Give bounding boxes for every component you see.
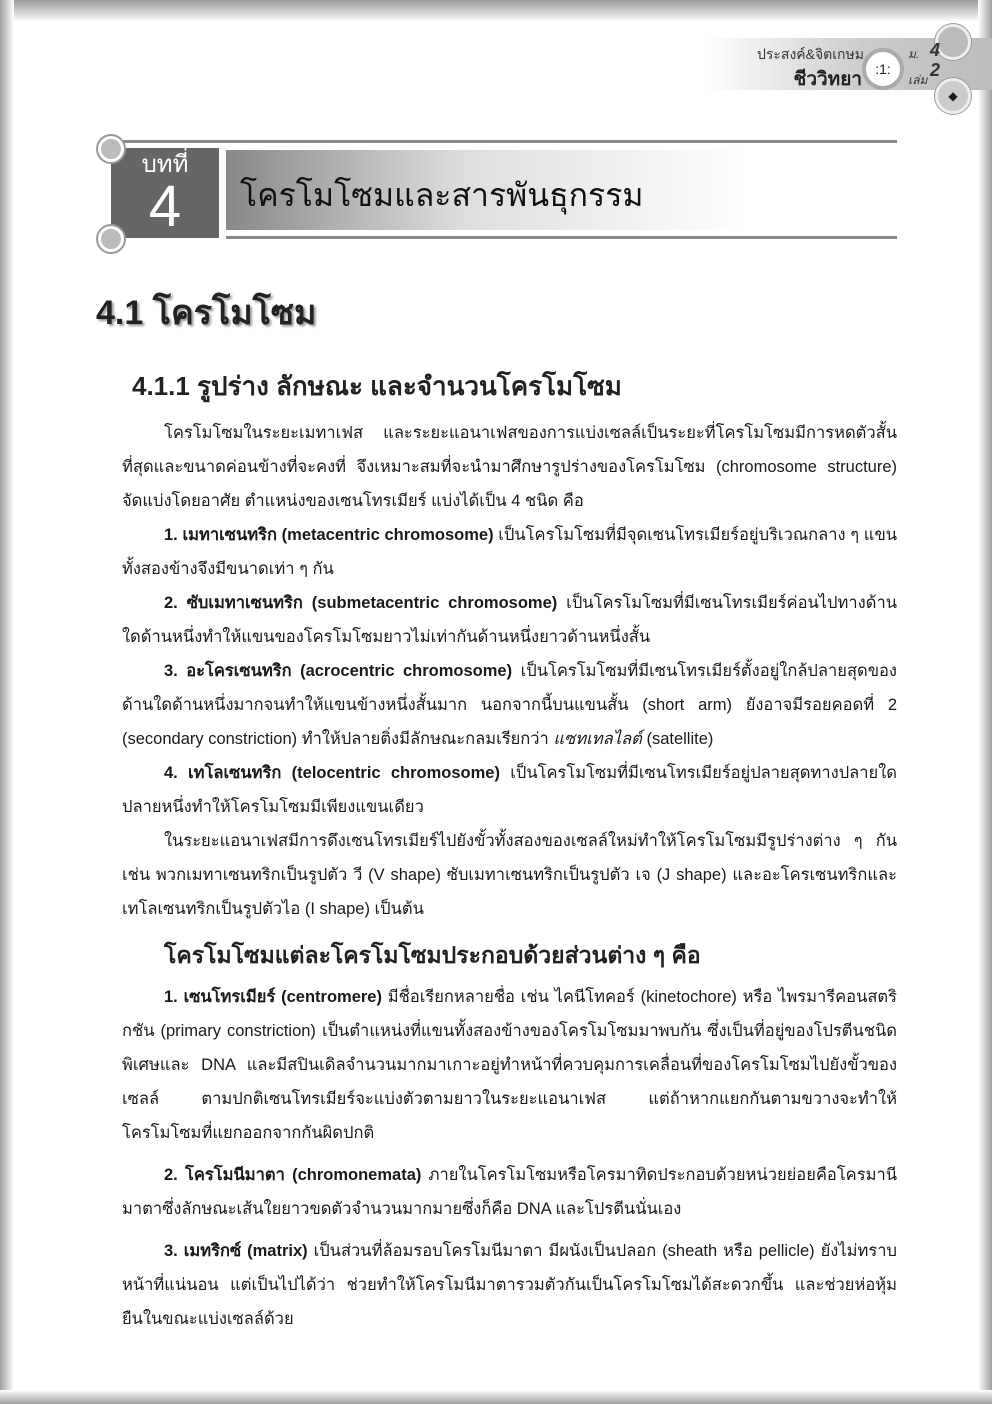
- type-item: [122, 654, 897, 756]
- item-term: เมทริกซ์ (matrix): [183, 1242, 308, 1260]
- header-grade: 4: [930, 40, 941, 60]
- item-term: ซับเมทาเซนทริก (submetacentric chromosome): [186, 594, 558, 612]
- header-subject: ชีววิทยา: [793, 69, 862, 90]
- item-text: เป็นโครโมโซมที่มีเซนโทรเมียร์ค่อนไปทางด้านใดด้านหนึ่งทำให้แขนของโครโมโซมยาวไม่เท่ากันด้านหนึ่งยาวด้านหนึ่งสั้น: [122, 594, 897, 646]
- item-text: เป็นโครโมโซมที่มีจุดเซนโทรเมียร์อยู่บริเวณกลาง ๆ แขนทั้งสองข้างจึงมีขนาดเท่า ๆ กัน: [122, 526, 898, 578]
- section-title: 4.1 โครโมโซม: [96, 294, 317, 332]
- item-term: เทโลเซนทริก (telocentric chromosome): [188, 764, 500, 782]
- anaphase-paragraph: ในระยะแอนาเฟสมีการดึงเซนโทรเมียร์ไปยังขั้วทั้งสองของเซลล์ใหม่ทำให้โครโมโซมมีรูปร่างต่าง ๆ กัน เช่น พวกเมทาเซนทริกเป็นรูปตัว วี (V shape) ซับเมทาเซนทริกเป็นรูปตัว เจ (J shape) และอะโครเซนทริกและเทโลเซนทริกเป็นรูปตัวไอ (I shape) เป็นต้น: [122, 832, 897, 918]
- page-shadow-left: [0, 0, 14, 1404]
- item-number: 2.: [164, 594, 178, 612]
- chapter-rule-top: [112, 140, 897, 143]
- type-item: [122, 518, 897, 586]
- part-item: [122, 980, 897, 1150]
- item-text: มีชื่อเรียกหลายชื่อ เช่น ไคนีโทคอร์ (kinetochore) หรือ ไพรมารีคอนสตริกชัน (primary constriction) เป็นตำแหน่งที่แขนทั้งสองข้างของโครโมโซมมาพบกัน ซึ่งเป็นที่อยู่ของโปรตีนชนิดพิเศษและ DNA และมีสปินเดิลจำนวนมากมาเกาะอยู่ทำหน้าที่ควบคุมการเคลื่อนที่ของโครโมโซมไปยังขั้วของเซลล์ ตามปกติเซนโทรเมียร์จะแบ่งตัวตามยาวในระยะแอนาเฟส แต่ถ้าหากแยกกันตามขวางจะทำให้โครโมโซมที่แยกออกจากกันผิดปกติ: [122, 988, 897, 1142]
- chapter-word: บทที่: [141, 151, 189, 178]
- chapter-title: โครโมโซมและสารพันธุกรรม: [240, 177, 644, 213]
- chapter-badge: [111, 148, 219, 238]
- type-item: [122, 756, 897, 824]
- item-number: 1.: [164, 988, 178, 1006]
- diamond-icon: ◆: [935, 78, 971, 114]
- page-shadow-right: [978, 0, 992, 1404]
- body-text: [122, 416, 897, 1336]
- parts-heading: โครโมโซมแต่ละโครโมโซมประกอบด้วยส่วนต่าง ๆ คือ: [164, 942, 701, 968]
- item-text: เป็นโครโมโซมที่มีเซนโทรเมียร์ตั้งอยู่ใกล้ปลายสุดของด้านใดด้านหนึ่งมากจนทำให้แขนข้างหนึ่งสั้นมาก นอกจากนี้บนแขนสั้น (short arm) ยังอาจมีรอยคอดที่ 2 (secondary constriction) ทำให้ปลายติ่งมีลักษณะกลมเรียกว่า: [122, 662, 897, 748]
- type-item: [122, 586, 897, 654]
- header-circle-icon: [935, 24, 971, 60]
- book-label: เล่ม: [908, 73, 928, 87]
- chapter-dot-icon: [98, 136, 124, 162]
- header-book: 2: [930, 60, 941, 80]
- item-term: โครโมนีมาตา (chromonemata): [184, 1166, 422, 1184]
- page-shadow-bottom: [0, 1390, 992, 1404]
- part-item: [122, 1234, 897, 1336]
- header-grade-label: [908, 48, 927, 87]
- page-shadow-top: [0, 0, 992, 22]
- header-series: ประสงค์&จิตเกษม: [756, 46, 864, 62]
- header-volume-mark: :1:: [862, 48, 904, 90]
- chapter-dot-icon: [98, 226, 124, 252]
- item-tail: (satellite): [641, 730, 714, 748]
- item-text: ภายในโครโมโซมหรือโครมาทิดประกอบด้วยหน่วยย่อยคือโครมานีมาตาซึ่งลักษณะเส้นใยยาวขดตัวจำนวนมากมายซึ่งก็คือ DNA และโปรตีนนั่นเอง: [122, 1166, 897, 1218]
- item-term: อะโครเซนทริก (acrocentric chromosome): [186, 662, 513, 680]
- subsection-title: 4.1.1 รูปร่าง ลักษณะ และจำนวนโครโมโซม: [132, 371, 622, 401]
- chapter-number: 4: [148, 174, 182, 239]
- chapter-rule-bottom: [226, 236, 897, 239]
- item-number: 2.: [164, 1166, 178, 1184]
- item-term: เมทาเซนทริก (metacentric chromosome): [182, 526, 494, 544]
- item-number: 4.: [164, 764, 178, 782]
- intro-paragraph: โครโมโซมในระยะเมทาเฟส และระยะแอนาเฟสของการแบ่งเซลล์เป็นระยะที่โครโมโซมมีการหดตัวสั้นที่สุดและขนาดค่อนข้างที่จะคงที่ จึงเหมาะสมที่จะนำมาศึกษารูปร่างของโครโมโซม (chromosome structure) จัดแบ่งโดยอาศัย ตำแหน่งของเซนโทรเมียร์ แบ่งได้เป็น 4 ชนิด คือ: [122, 424, 897, 510]
- grade-label: ม.: [908, 47, 920, 61]
- item-number: 1.: [164, 526, 178, 544]
- item-number: 3.: [164, 662, 178, 680]
- part-item: [122, 1158, 897, 1226]
- item-text: เป็นส่วนที่ล้อมรอบโครโมนีมาตา มีผนังเป็นปลอก (sheath หรือ pellicle) ยังไม่ทราบหน้าที่แน่นอน แต่เป็นไปได้ว่า ช่วยทำให้โครโมนีมาตารวมตัวกันเป็นโครโมโซมได้สะดวกขึ้น และช่วยห่อหุ้มยืนในขณะแบ่งเซลล์ด้วย: [122, 1242, 897, 1328]
- item-italic-term: แซทเทลไลต์: [553, 730, 642, 748]
- item-term: เซนโทรเมียร์ (centromere): [183, 988, 382, 1006]
- item-text: เป็นโครโมโซมที่มีเซนโทรเมียร์อยู่ปลายสุดทางปลายใดปลายหนึ่งทำให้โครโมโซมมีเพียงแขนเดียว: [122, 764, 897, 816]
- item-number: 3.: [164, 1242, 178, 1260]
